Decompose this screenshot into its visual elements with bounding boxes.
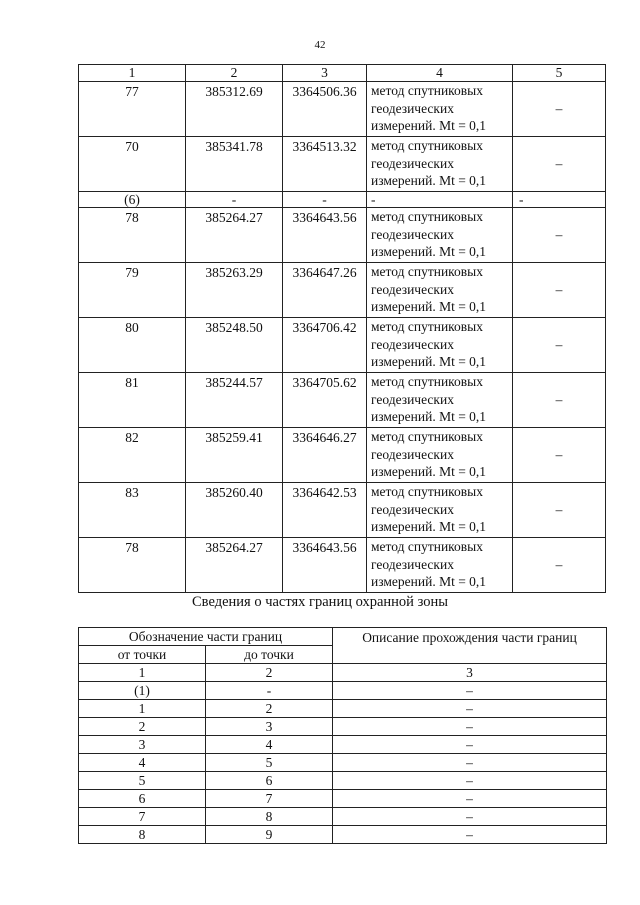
table-row <box>79 736 607 754</box>
method-line: метод спутниковых <box>371 209 483 224</box>
boundary-description: – <box>333 682 607 700</box>
to-point: 3 <box>206 718 333 736</box>
note: – <box>513 373 606 428</box>
measurement-method <box>367 263 513 318</box>
coordinate-x: 385312.69 <box>186 82 283 137</box>
coordinate-x: 385248.50 <box>186 318 283 373</box>
table-row <box>79 137 606 192</box>
coordinate-x: 385263.29 <box>186 263 283 318</box>
column-number-2: 2 <box>186 65 283 82</box>
coordinates-table <box>78 64 606 593</box>
coordinate-x: 385341.78 <box>186 137 283 192</box>
table-row <box>79 700 607 718</box>
column-number-2: 2 <box>206 664 333 682</box>
header-boundary-description: Описание прохождения части границ <box>333 628 607 664</box>
method-line: метод спутниковых <box>371 138 483 153</box>
table-row <box>79 318 606 373</box>
column-number-4: 4 <box>367 65 513 82</box>
coordinate-y: 3364513.32 <box>283 137 367 192</box>
table-row <box>79 538 606 593</box>
coordinate-y: - <box>283 192 367 208</box>
note: – <box>513 428 606 483</box>
table-row <box>79 263 606 318</box>
column-number-3: 3 <box>283 65 367 82</box>
method-line: геодезических <box>371 446 454 462</box>
point-number: 70 <box>79 137 186 192</box>
point-number: 81 <box>79 373 186 428</box>
from-point: 7 <box>79 808 206 826</box>
method-line: измерений. Mt = 0,1 <box>371 519 487 534</box>
method-line: измерений. Mt = 0,1 <box>371 118 487 133</box>
boundary-description: – <box>333 790 607 808</box>
method-line: геодезических <box>371 336 454 352</box>
note: – <box>513 483 606 538</box>
boundary-description: – <box>333 736 607 754</box>
method-line: метод спутниковых <box>371 319 483 334</box>
from-point: 5 <box>79 772 206 790</box>
table-header-row <box>79 65 606 82</box>
table-row <box>79 790 607 808</box>
method-line: геодезических <box>371 556 454 572</box>
from-point: 2 <box>79 718 206 736</box>
method-line: геодезических <box>371 100 454 116</box>
measurement-method <box>367 192 513 208</box>
table-row <box>79 772 607 790</box>
point-number: 82 <box>79 428 186 483</box>
column-number-1: 1 <box>79 65 186 82</box>
table-row <box>79 192 606 208</box>
boundary-parts-table <box>78 627 607 844</box>
point-number: 83 <box>79 483 186 538</box>
to-point: 9 <box>206 826 333 844</box>
to-point: 4 <box>206 736 333 754</box>
note: – <box>513 208 606 263</box>
coordinate-x: 385259.41 <box>186 428 283 483</box>
to-point: 5 <box>206 754 333 772</box>
coordinate-x: 385264.27 <box>186 538 283 593</box>
method-line: геодезических <box>371 226 454 242</box>
method-line: метод спутниковых <box>371 484 483 499</box>
page-number: 42 <box>314 39 326 51</box>
to-point: 7 <box>206 790 333 808</box>
measurement-method <box>367 373 513 428</box>
table-row <box>79 826 607 844</box>
measurement-method <box>367 483 513 538</box>
table-row <box>79 428 606 483</box>
point-number: (6) <box>79 192 186 208</box>
boundary-description: – <box>333 808 607 826</box>
method-line: метод спутниковых <box>371 83 483 98</box>
boundary-description: – <box>333 826 607 844</box>
from-point: 4 <box>79 754 206 772</box>
coordinate-y: 3364706.42 <box>283 318 367 373</box>
method-line: измерений. Mt = 0,1 <box>371 354 487 369</box>
coordinate-y: 3364643.56 <box>283 208 367 263</box>
column-number-1: 1 <box>79 664 206 682</box>
coordinate-y: 3364705.62 <box>283 373 367 428</box>
section-title: Сведения о частях границ охранной зоны <box>192 594 448 610</box>
coordinate-y: 3364642.53 <box>283 483 367 538</box>
coordinate-x: 385264.27 <box>186 208 283 263</box>
method-line: метод спутниковых <box>371 429 483 444</box>
method-line: измерений. Mt = 0,1 <box>371 574 487 589</box>
header-from-point: от точки <box>79 646 206 664</box>
coordinate-x: 385244.57 <box>186 373 283 428</box>
measurement-method <box>367 318 513 373</box>
coordinate-y: 3364643.56 <box>283 538 367 593</box>
coordinate-x: 385260.40 <box>186 483 283 538</box>
to-point: 8 <box>206 808 333 826</box>
boundary-description: – <box>333 718 607 736</box>
from-point: 1 <box>79 700 206 718</box>
table-row <box>79 483 606 538</box>
method-line: измерений. Mt = 0,1 <box>371 244 487 259</box>
coordinate-y: 3364506.36 <box>283 82 367 137</box>
table-row <box>79 682 607 700</box>
method-line: геодезических <box>371 391 454 407</box>
method-line: измерений. Mt = 0,1 <box>371 299 487 314</box>
method-line: геодезических <box>371 281 454 297</box>
measurement-method <box>367 428 513 483</box>
to-point: 6 <box>206 772 333 790</box>
from-point: 8 <box>79 826 206 844</box>
boundary-description: – <box>333 700 607 718</box>
point-number: 78 <box>79 538 186 593</box>
note: – <box>513 82 606 137</box>
point-number: 78 <box>79 208 186 263</box>
table-row <box>79 82 606 137</box>
point-number: 79 <box>79 263 186 318</box>
note: – <box>513 263 606 318</box>
from-point: 3 <box>79 736 206 754</box>
method-line: геодезических <box>371 501 454 517</box>
column-number-3: 3 <box>333 664 607 682</box>
measurement-method <box>367 538 513 593</box>
to-point: - <box>206 682 333 700</box>
to-point: 2 <box>206 700 333 718</box>
coordinate-y: 3364646.27 <box>283 428 367 483</box>
note: – <box>513 137 606 192</box>
from-point: 6 <box>79 790 206 808</box>
method-line: метод спутниковых <box>371 374 483 389</box>
boundary-description: – <box>333 754 607 772</box>
table-row <box>79 808 607 826</box>
note: - <box>513 192 606 208</box>
coordinate-y: 3364647.26 <box>283 263 367 318</box>
boundary-description: – <box>333 772 607 790</box>
method-line: измерений. Mt = 0,1 <box>371 464 487 479</box>
method-line: метод спутниковых <box>371 539 483 554</box>
measurement-method <box>367 82 513 137</box>
point-number: 77 <box>79 82 186 137</box>
note: – <box>513 318 606 373</box>
method-line: измерений. Mt = 0,1 <box>371 173 487 188</box>
note: – <box>513 538 606 593</box>
measurement-method <box>367 137 513 192</box>
method-line: - <box>371 192 376 207</box>
coordinate-x: - <box>186 192 283 208</box>
table-row <box>79 754 607 772</box>
table-row <box>79 373 606 428</box>
table-row <box>79 718 607 736</box>
header-to-point: до точки <box>206 646 333 664</box>
from-point: (1) <box>79 682 206 700</box>
method-line: геодезических <box>371 155 454 171</box>
measurement-method <box>367 208 513 263</box>
method-line: метод спутниковых <box>371 264 483 279</box>
point-number: 80 <box>79 318 186 373</box>
column-number-5: 5 <box>513 65 606 82</box>
table-row <box>79 208 606 263</box>
method-line: измерений. Mt = 0,1 <box>371 409 487 424</box>
table-header-row <box>79 628 607 646</box>
header-boundary-part-designation: Обозначение части границ <box>79 628 333 646</box>
table-column-number-row <box>79 664 607 682</box>
